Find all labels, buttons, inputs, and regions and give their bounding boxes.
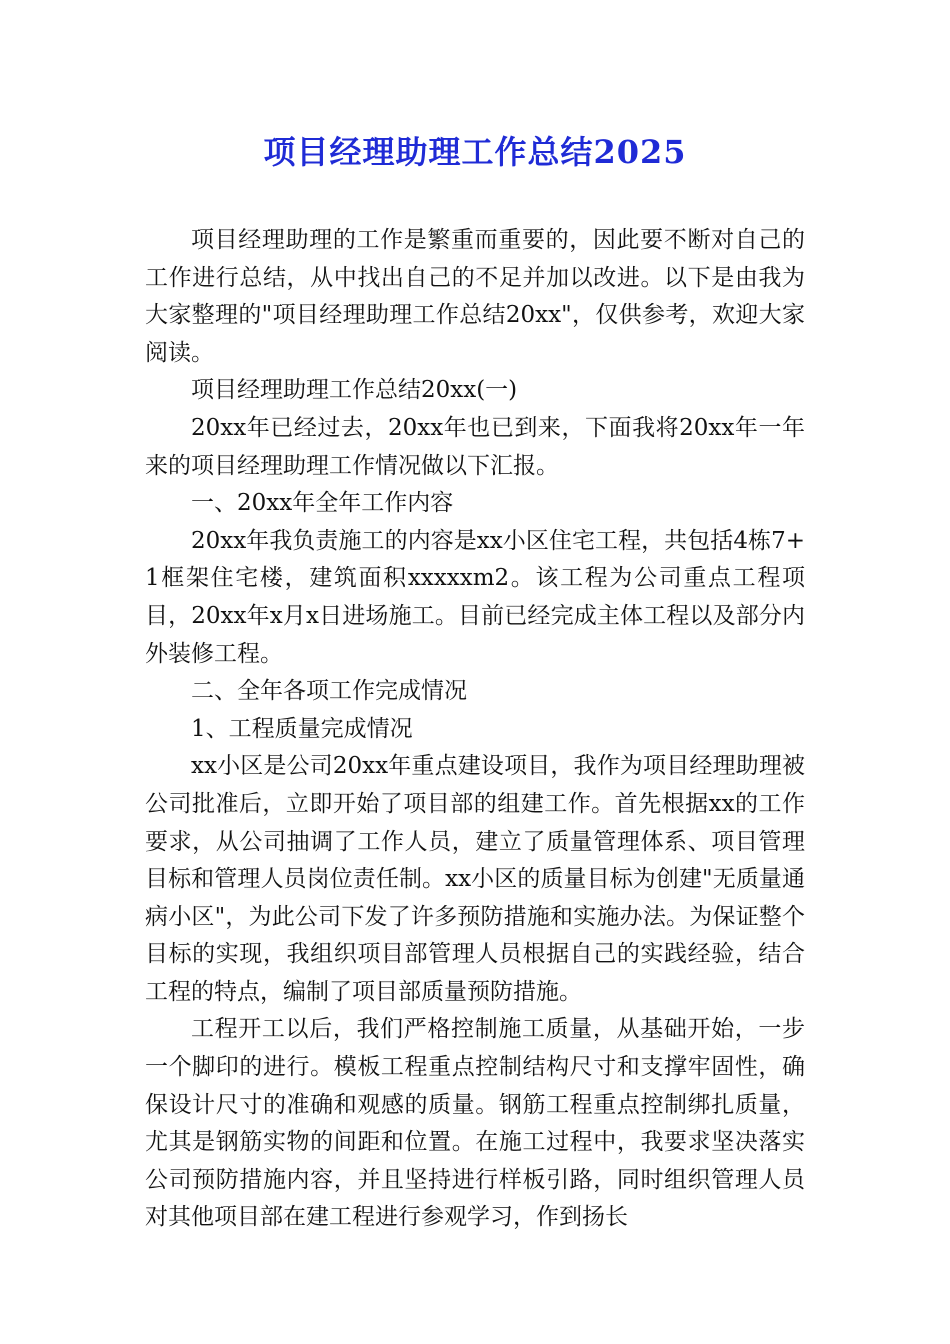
paragraph-quality-detail: xx小区是公司20xx年重点建设项目，我作为项目经理助理被公司批准后，立即开始了项目部的组建工作。首先根据xx的工作要求，从公司抽调了工作人员，建立了质量管理体系、项目管理目标和管理人员岗位责任制。xx小区的质量目标为创建"无质量通病小区"，为此公司下发了许多预防措施和实施办法。为保证整个目标的实现，我组织项目部管理人员根据自己的实践经验，结合工程的特点，编制了项目部质量预防措施。: [145, 753, 805, 1005]
paragraph-construction-control: 工程开工以后，我们严格控制施工质量，从基础开始，一步一个脚印的进行。模板工程重点控制结构尺寸和支撑牢固性，确保设计尺寸的准确和观感的质量。钢筋工程重点控制绑扎质量，尤其是钢筋实物的间距和位置。在施工过程中，我要求坚决落实公司预防措施内容，并且坚持进行样板引路，同时组织管理人员对其他项目部在建工程进行参观学习，作到扬长: [145, 1016, 805, 1231]
paragraph-section-heading: 项目经理助理工作总结20xx(一): [191, 377, 518, 404]
document-title: 项目经理助理工作总结2025: [263, 133, 687, 171]
paragraph-heading-work-content: 一、20xx年全年工作内容: [191, 490, 454, 517]
paragraph-report-opening: 20xx年已经过去，20xx年也已到来，下面我将20xx年一年来的项目经理助理工作情况做以下汇报。: [145, 414, 805, 479]
paragraph-work-content: 20xx年我负责施工的内容是xx小区住宅工程，共包括4栋7+1框架住宅楼，建筑面积xxxxxm2。该工程为公司重点工程项目，20xx年x月x日进场施工。目前已经完成主体工程以及部分内外装修工程。: [145, 527, 805, 667]
paragraph-intro: 项目经理助理的工作是繁重而重要的，因此要不断对自己的工作进行总结，从中找出自己的不足并加以改进。以下是由我为大家整理的"项目经理助理工作总结20xx"，仅供参考，欢迎大家阅读。: [145, 227, 805, 366]
paragraph-heading-completion: 二、全年各项工作完成情况: [191, 678, 467, 705]
paragraph-heading-quality: 1、工程质量完成情况: [191, 715, 413, 742]
document-body: [145, 222, 805, 1237]
